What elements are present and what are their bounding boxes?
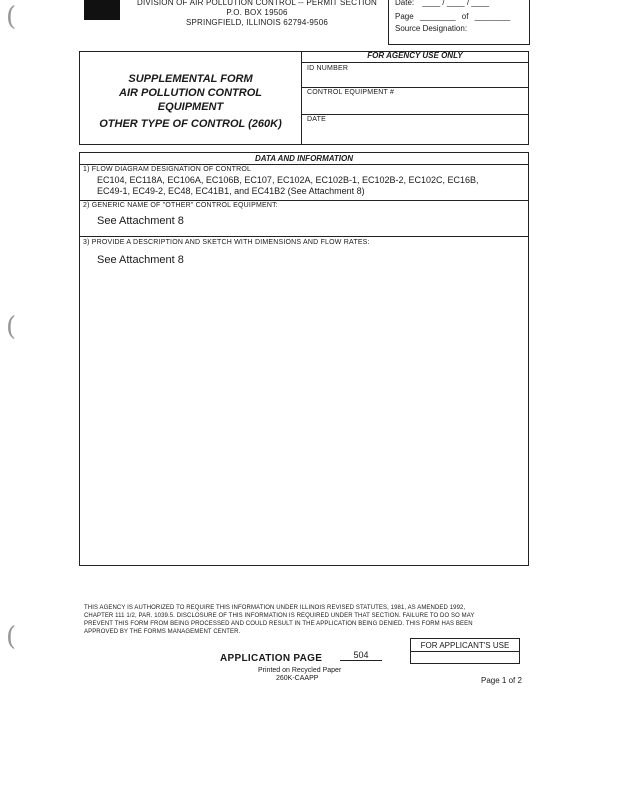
agency-date-label: DATE <box>307 116 326 123</box>
notice-line4: APPROVED BY THE FORMS MANAGEMENT CENTER. <box>84 629 241 635</box>
notice-line2: CHAPTER 111 1/2, PAR. 1039.5. DISCLOSURE OF THIS INFORMATION IS REQUIRED UNDER THAT SECTION. FAILURE TO DO SO MAY <box>84 613 475 619</box>
page-field[interactable]: ________ <box>419 12 456 21</box>
notice-line1: THIS AGENCY IS AUTHORIZED TO REQUIRE THIS INFORMATION UNDER ILLINOIS REVISED STATUTES, 1981, AS AMENDED 1992, <box>84 605 466 611</box>
recycled-paper-note: Printed on Recycled Paper <box>258 667 342 674</box>
of-label: of <box>461 12 469 21</box>
divider <box>411 651 519 652</box>
of-field[interactable]: ________ <box>474 12 511 21</box>
page-of-total: Page 1 of 2 <box>481 676 522 685</box>
agency-logo-block <box>84 0 120 20</box>
divider <box>302 87 528 88</box>
authorization-notice <box>84 604 524 636</box>
source-designation-label: Source Designation: <box>395 24 468 33</box>
date-row <box>395 0 489 7</box>
date-label: Date: <box>395 0 415 7</box>
page-info-box <box>388 0 530 45</box>
form-title-line1: SUPPLEMENTAL FORM <box>128 73 253 85</box>
data-information-heading: DATA AND INFORMATION <box>254 154 354 163</box>
binder-hole-mark: ( <box>6 312 17 342</box>
divider <box>79 200 528 201</box>
q3-answer[interactable]: See Attachment 8 <box>97 254 184 266</box>
divider <box>79 164 528 165</box>
form-title-line3: EQUIPMENT <box>157 101 224 113</box>
binder-hole-mark: ( <box>6 622 17 652</box>
applicant-use-label: FOR APPLICANT'S USE <box>420 641 510 650</box>
application-page-label: APPLICATION PAGE <box>220 653 323 664</box>
date-value[interactable]: ____ / ____ / ____ <box>422 0 490 7</box>
po-box: P.O. BOX 19506 <box>226 8 288 17</box>
division-name: DIVISION OF AIR POLLUTION CONTROL -- PERMIT SECTION <box>136 0 377 7</box>
q2-label: 2) GENERIC NAME OF "OTHER" CONTROL EQUIPMENT: <box>83 202 278 209</box>
notice-line3: PREVENT THIS FORM FROM BEING PROCESSED AND COULD RESULT IN THE APPLICATION BEING DENIED. THIS FORM HAS BEEN <box>84 621 473 627</box>
q3-label: 3) PROVIDE A DESCRIPTION AND SKETCH WITH DIMENSIONS AND FLOW RATES: <box>83 239 370 246</box>
city-address: SPRINGFIELD, ILLINOIS 62794-9506 <box>185 18 329 27</box>
id-number-label: ID NUMBER <box>307 65 349 72</box>
applicant-use-box[interactable] <box>410 638 520 664</box>
q1-label: 1) FLOW DIAGRAM DESIGNATION OF CONTROL <box>83 166 252 173</box>
q1-answer-line1: EC104, EC118A, EC106A, EC106B, EC107, EC102A, EC102B-1, EC102B-2, EC102C, EC16B, <box>97 175 479 185</box>
q2-answer[interactable]: See Attachment 8 <box>97 215 184 227</box>
divider <box>302 114 528 115</box>
form-title-line4: OTHER TYPE OF CONTROL (260K) <box>99 118 282 130</box>
header-address <box>128 0 386 27</box>
application-page-number[interactable]: 504 <box>340 650 382 661</box>
page-row <box>395 12 510 21</box>
form-title-line2: AIR POLLUTION CONTROL <box>119 87 262 99</box>
form-code: 260K-CAAPP <box>276 675 319 682</box>
agency-use-heading: FOR AGENCY USE ONLY <box>367 51 463 60</box>
divider <box>302 62 528 63</box>
page-label: Page <box>395 12 414 21</box>
control-equipment-label: CONTROL EQUIPMENT # <box>307 89 395 96</box>
binder-hole-mark: ( <box>6 2 17 32</box>
divider <box>79 236 528 237</box>
q1-answer-line2: EC49-1, EC49-2, EC48, EC41B1, and EC41B2 (See Attachment 8) <box>97 186 365 196</box>
form-title <box>80 72 301 131</box>
q1-answer[interactable] <box>97 175 522 197</box>
divider <box>301 51 302 144</box>
